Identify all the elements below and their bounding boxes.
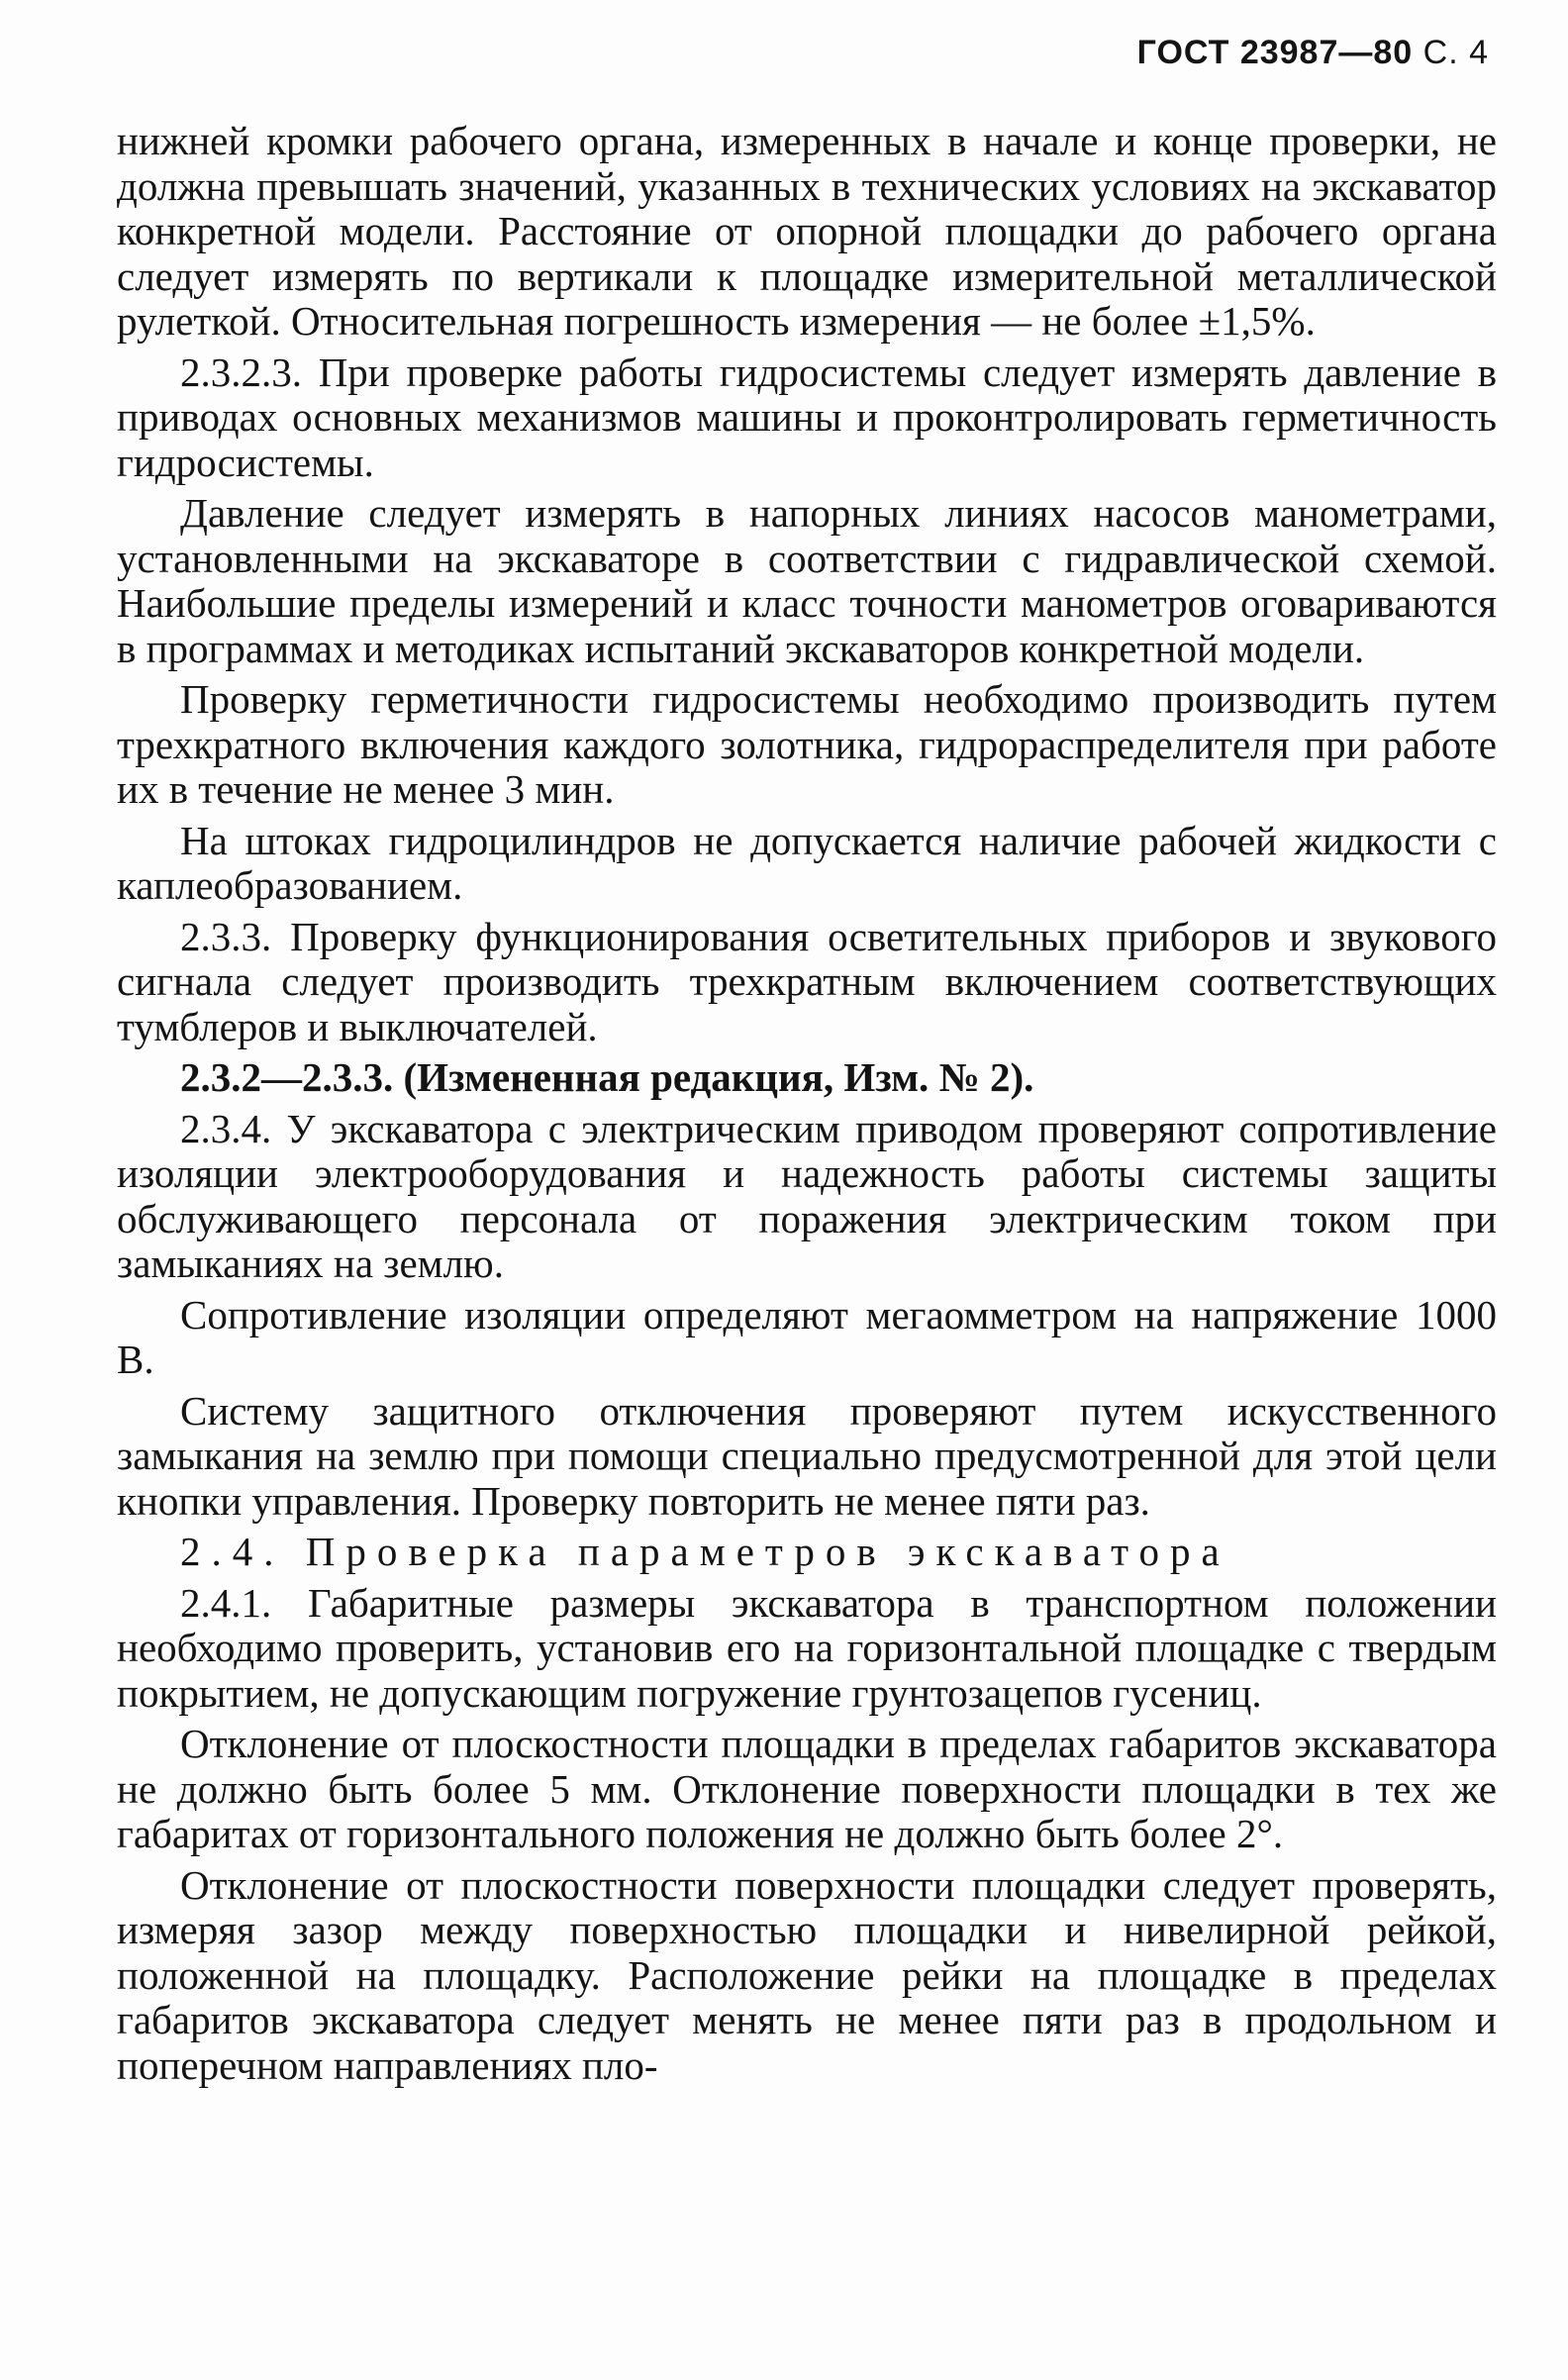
paragraph-rods: На штоках гидроцилиндров не допускается наличие рабочей жидкости с каплеобразованием.	[117, 817, 1497, 908]
paragraph-2-4-1: 2.4.1. Габаритные размеры экскаватора в транспортном положении необходимо проверить, установив его на горизонтальной площадке с твердым покрытием, не допускающим погружение грунтозацепов гусениц.	[117, 1579, 1497, 1716]
page-number: С. 4	[1422, 34, 1489, 71]
paragraph-pressure: Давление следует измерять в напорных линиях насосов манометрами, установленными на экскаваторе в соответствии с гидравлической схемой. Наибольшие пределы измерений и класс точности манометров оговариваются в программах и методиках испытаний экскаваторов конкретной модели.	[117, 490, 1497, 671]
section-heading-2-4: 2.4. Проверка параметров экскаватора	[180, 1529, 1230, 1574]
paragraph-insulation: Сопротивление изоляции определяют мегаомметром на напряжение 1000 В.	[117, 1291, 1497, 1382]
paragraph-continuation: нижней кромки рабочего органа, измеренных в начале и конце проверки, не должна превышать значений, указанных в технических условиях на экскаватор конкретной модели. Расстояние от опорной площадки до рабочего органа следует измерять по вертикали к площадке измерительной металлической рулеткой. Относительная погрешность измерения — не более ±1,5%.	[117, 118, 1497, 344]
amendment-note: 2.3.2—2.3.3. (Измененная редакция, Изм. № 2).	[180, 1054, 1034, 1100]
paragraph-2-3-4: 2.3.4. У экскаватора с электрическим приводом проверяют сопротивление изоляции электрооборудования и надежность работы системы защиты обслуживающего персонала от поражения электрическим током при замыканиях на землю.	[117, 1105, 1497, 1286]
paragraph-protection: Систему защитного отключения проверяют путем искусственного замыкания на землю при помощи специально предусмотренной для этой цели кнопки управления. Проверку повторить не менее пяти раз.	[117, 1387, 1497, 1524]
paragraph-tightness: Проверку герметичности гидросистемы необходимо производить путем трехкратного включения каждого золотника, гидрораспределителя при работе их в течение не менее 3 мин.	[117, 676, 1497, 812]
paragraph-flatness-limits: Отклонение от плоскостности площадки в пределах габаритов экскаватора не должно быть более 5 мм. Отклонение поверхности площадки в тех же габаритах от горизонтального положения не должно быть более 2°.	[117, 1721, 1497, 1856]
paragraph-2-3-2-3: 2.3.2.3. При проверке работы гидросистемы следует измерять давление в приводах основных механизмов машины и проконтролировать герметичность гидросистемы.	[117, 348, 1497, 485]
paragraph-flatness-check: Отклонение от плоскостности поверхности площадки следует проверять, измеряя зазор между поверхностью площадки и нивелирной рейкой, положенной на площадку. Расположение рейки на площадке в пределах габаритов экскаватора следует менять не менее пяти раз в продольном и поперечном направлениях пло-	[117, 1861, 1497, 2088]
document-body	[117, 119, 1497, 2094]
standard-code: ГОСТ 23987—80	[1136, 34, 1414, 71]
paragraph-2-3-3: 2.3.3. Проверку функционирования осветительных приборов и звукового сигнала следует производить трехкратным включением соответствующих тумблеров и выключателей.	[117, 913, 1497, 1049]
page-header	[1137, 34, 1489, 72]
